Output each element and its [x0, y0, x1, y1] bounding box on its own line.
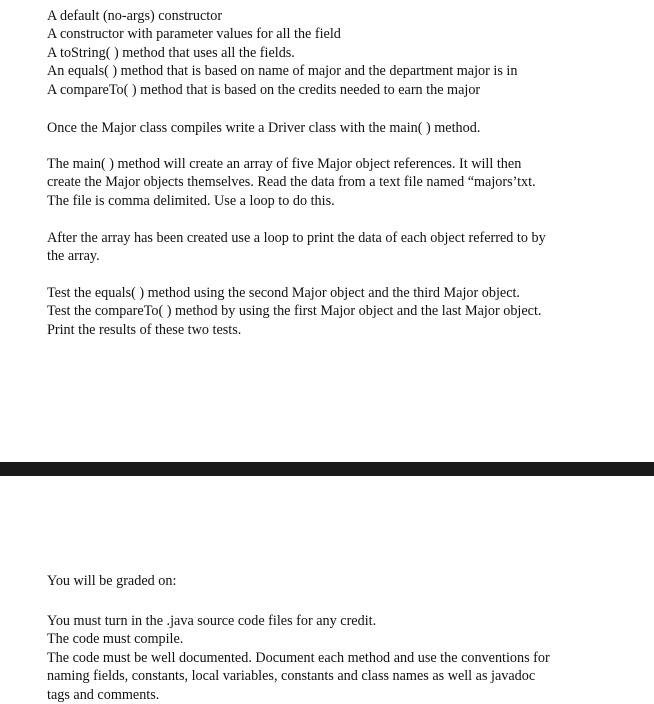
grading-line: The code must be well documented. Document each method and use the conventions for: [47, 649, 550, 666]
paragraph-line: the array.: [47, 248, 100, 265]
requirement-parameter-constructor: A constructor with parameter values for all the field: [47, 26, 341, 43]
paragraph-line: After the array has been created use a loop to print the data of each object referred to by: [47, 230, 546, 246]
section-divider-bar: [0, 462, 654, 476]
grading-requirements: [47, 612, 637, 704]
driver-instruction-text: Once the Major class compiles write a Driver class with the main( ) method.: [47, 120, 481, 136]
grading-line: You must turn in the .java source code files for any credit.: [47, 613, 377, 629]
paragraph-line: The main( ) method will create an array of five Major object references. It will then: [47, 156, 522, 172]
requirement-default-constructor: A default (no-args) constructor: [47, 8, 223, 24]
graded-heading-text: You will be graded on:: [47, 573, 177, 589]
tests-paragraph: [47, 284, 637, 339]
requirement-equals: An equals( ) method that is based on name of major and the department major is in: [47, 63, 518, 80]
driver-instruction: [47, 119, 637, 137]
class-requirements-list: [47, 7, 637, 99]
grading-line: The code must compile.: [47, 631, 184, 648]
requirement-compareto: A compareTo( ) method that is based on the credits needed to earn the major: [47, 81, 481, 98]
grading-line: tags and comments.: [47, 686, 160, 703]
paragraph-line: The file is comma delimited. Use a loop to do this.: [47, 192, 335, 209]
paragraph-line: Test the equals( ) method using the second Major object and the third Major object.: [47, 285, 520, 301]
main-method-paragraph: [47, 155, 637, 210]
paragraph-line: Print the results of these two tests.: [47, 321, 242, 338]
paragraph-line: create the Major objects themselves. Read the data from a text file named “majors’txt.: [47, 174, 536, 191]
requirement-tostring: A toString( ) method that uses all the fields.: [47, 44, 295, 61]
grading-line: naming fields, constants, local variables, constants and class names as well as javadoc: [47, 668, 536, 685]
array-print-paragraph: [47, 229, 637, 266]
paragraph-line: Test the compareTo( ) method by using the first Major object and the last Major object.: [47, 303, 542, 320]
graded-heading: [47, 572, 637, 590]
